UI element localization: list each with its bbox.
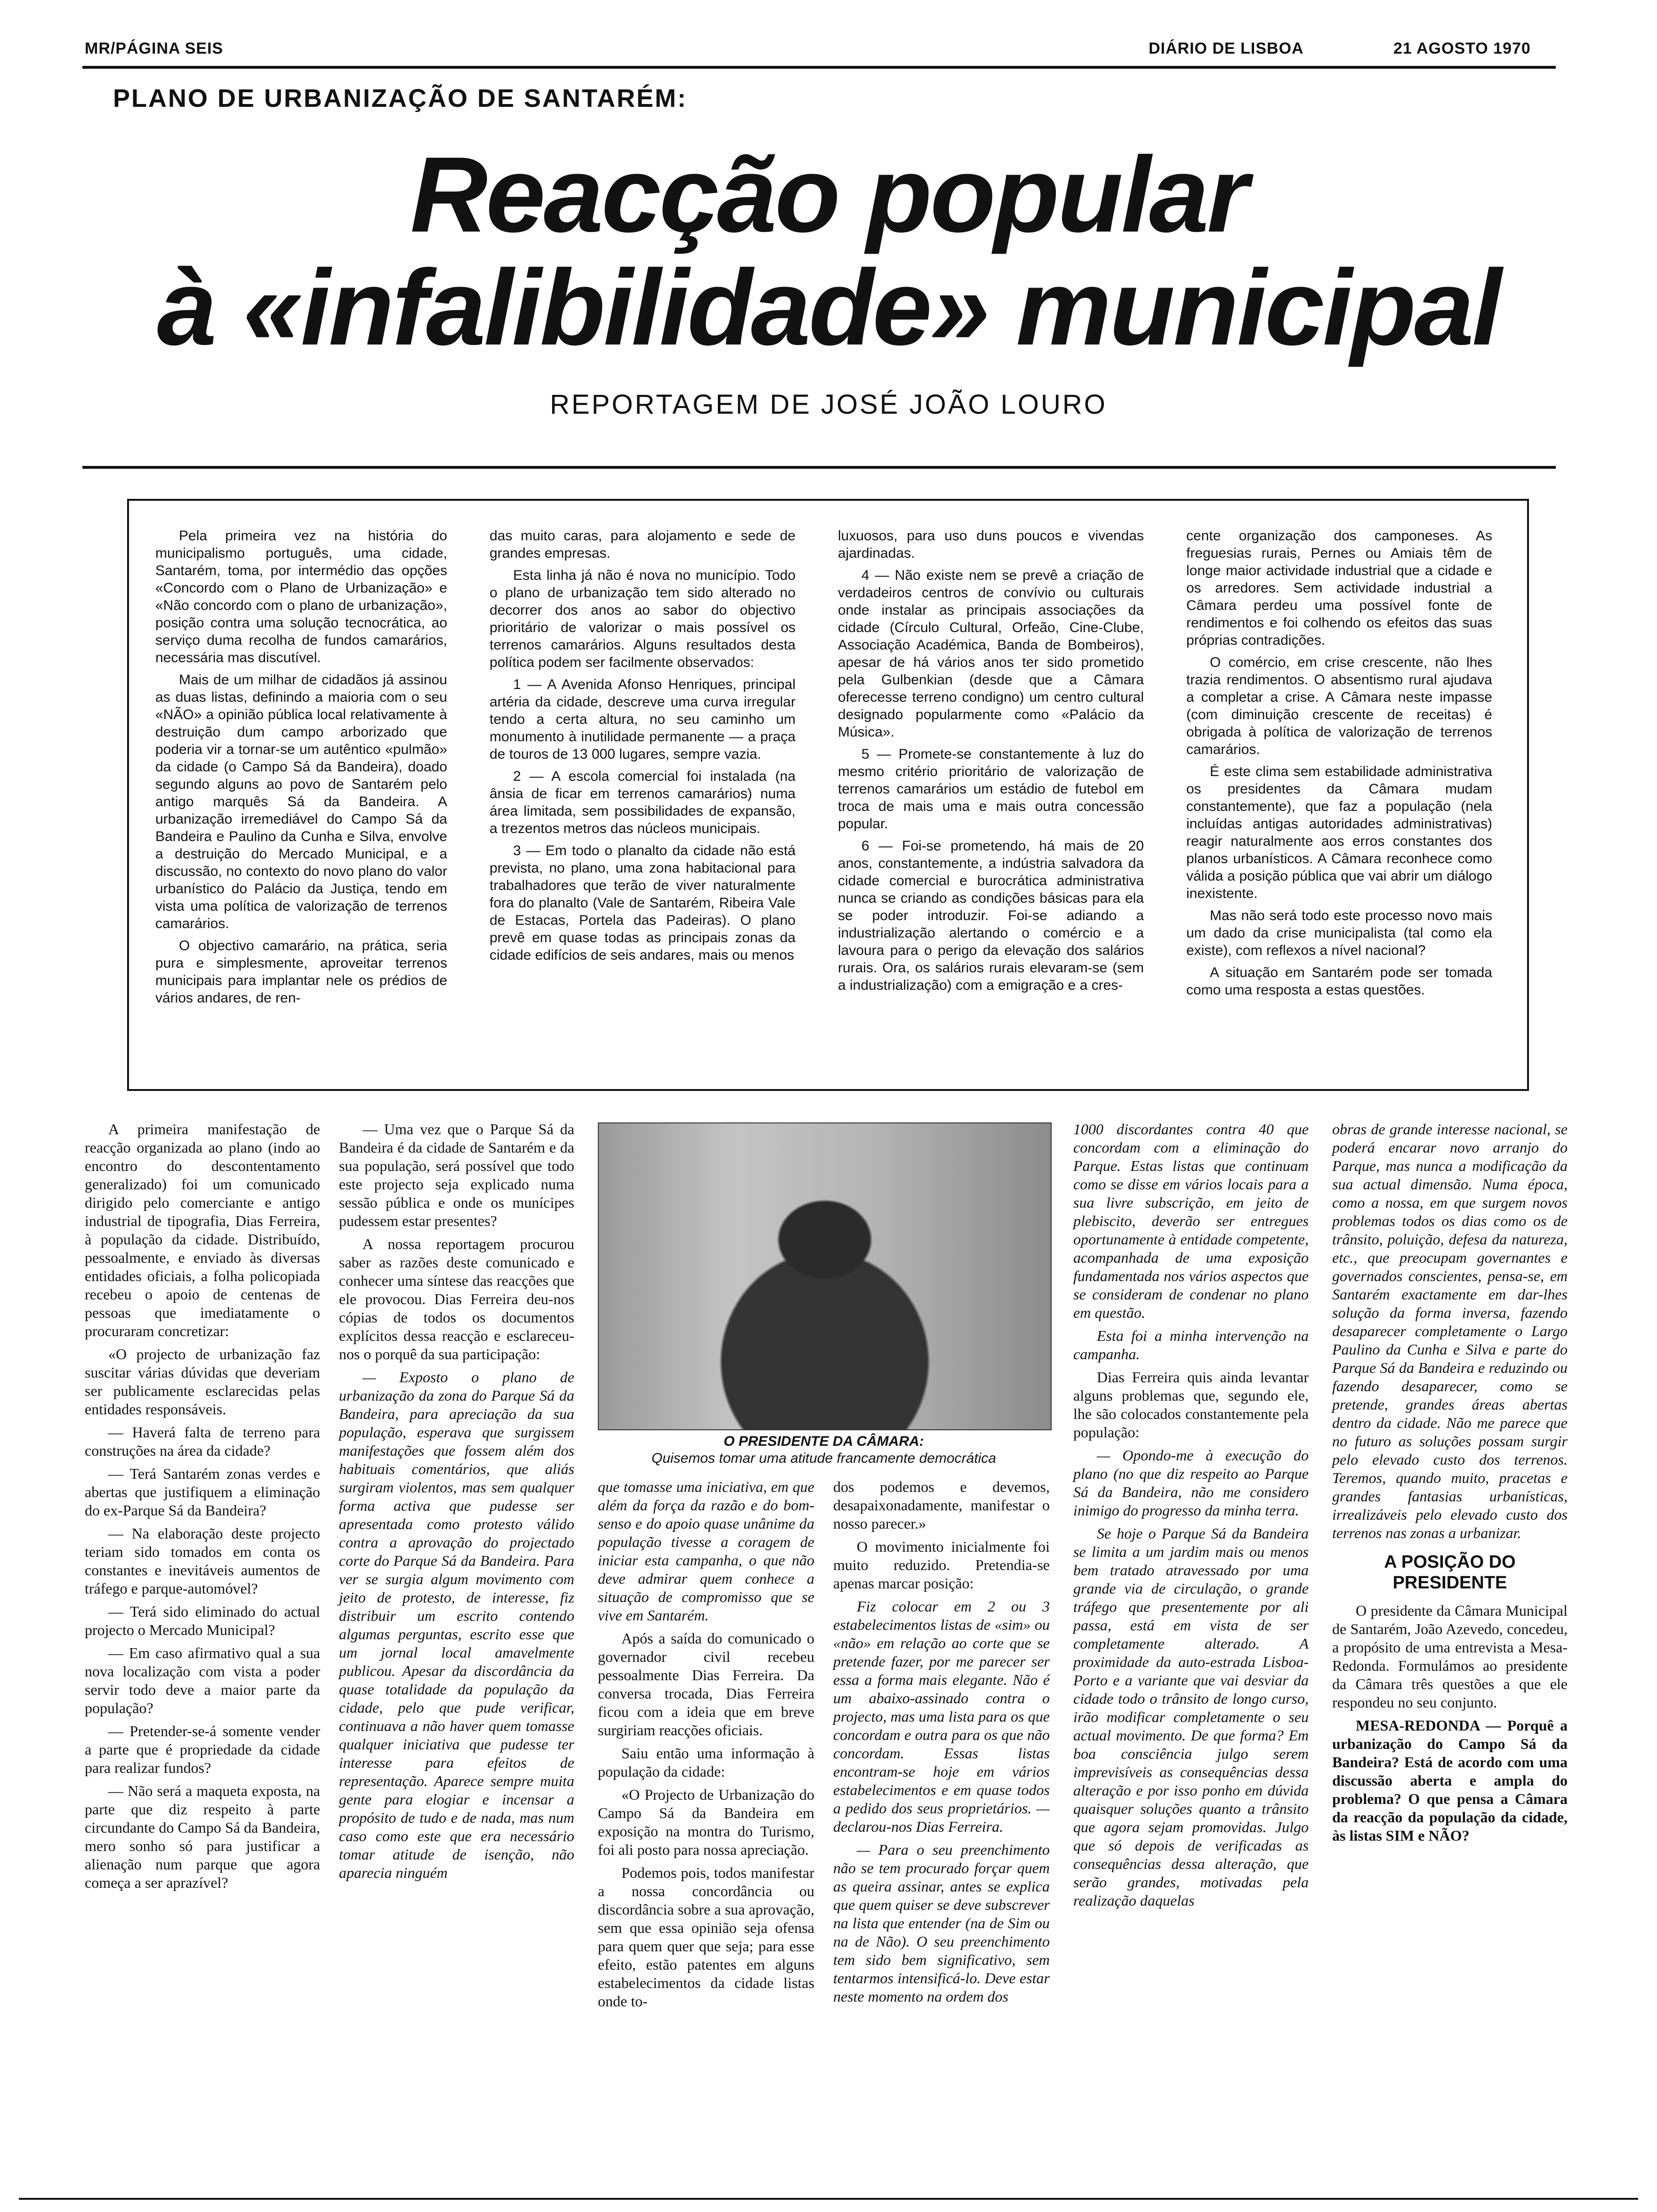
quote-paragraph: — Exposto o plano de urbanização da zona do Parque Sá da Bandeira, para apreciação da sua população, esperava que surgissem manifestações que fossem além dos habituais comentários, que aliás surgiram violentos, mas sem qualquer forma activa que pudesse ser apresentada como protesto válido contra a aprovação do projectado corte do Parque Sá da Bandeira. Para ver se surgia algum movimento com jeito de protesto, de interesse, fiz distribuir um escrito contendo algumas perguntas, escrito esse que um jornal local amavelmente publicou. Apesar da discordância da quase totalidade da população da cidade, pelo que pude verificar, continuava a não haver quem tomasse qualquer iniciativa que pudesse ter interesse para efeitos de representação. Aparece sempre muita gente para elogiar e incensar a propósito de tudo e de nada, mas num caso como este que era necessário tomar atitude de isenção, não aparecia ninguém <box>339 1369 574 1881</box>
quote-paragraph: obras de grande interesse nacional, se poderá encarar novo arranjo do Parque, mas nunca a modificação da sua actual dimensão. Numa época, como a nossa, em que surgem novos problemas todos os dias como os de trânsito, poluição, defesa da natureza, etc., que preocupam governantes e governados conscientes, pensa-se, em Santarém exactamente em dar-lhes solução da forma inversa, fazendo desaparecer completamente o Largo Paulino da Cunha e Silva e parte do Parque Sá da Bandeira e reduzindo ou fazendo desaparecer, como se pretende, grandes áreas abertas dentro da cidade. Não me parece que no futuro as soluções possam surgir pelo elevado custo dos terrenos. Teremos, quando muito, pracetas e grandes fantasias urbanísticas, irrealizáveis pelo elevado custo dos terrenos nas zonas a urbanizar. <box>1332 1121 1568 1541</box>
paragraph: 2 — A escola comercial foi instalada (na ânsia de ficar em terrenos camarários) numa área limitada, sem possibilidades de expansão, a trezentos metros das núcleos municipais. <box>490 769 796 836</box>
paragraph: 5 — Promete-se constantemente à luz do mesmo critério prioritário de valorização de terrenos camarários um estádio de futebol em troca de mais uma e mais outra concessão popular. <box>838 746 1144 832</box>
newspaper-name: DIÁRIO DE LISBOA <box>1149 40 1304 57</box>
paragraph: O movimento inicialmente foi muito reduzido. Pretendia-se apenas marcar posição: <box>833 1538 1050 1592</box>
quote-paragraph: — Para o seu preenchimento não se tem procurado forçar quem as queira assinar, antes se explica que quem quiser se deve subscrever na lista que entender (na de Sim ou na de Não). O seu preenchimento tem sido bem significativo, sem tentarmos intensificá-lo. Deve estar neste momento na ordem dos <box>833 1841 1050 2005</box>
headline-line2: à «infalibilidade» municipal <box>157 248 1500 368</box>
paragraph: O comércio, em crise crescente, não lhes trazia rendimentos. O absentismo rural ajudava a completar a crise. A Câmara neste impasse (com diminuição crescente de receitas) é obrigada à política de valorização de terrenos camarários. <box>1186 655 1492 757</box>
quote-paragraph: 1000 discordantes contra 40 que concordam com a eliminação do Parque. Estas listas que continuam como se disse em vários locais para a sua livre subscrição, em jeito de plebiscito, deverão ser entregues oportunamente à entidade competente, acompanhada de uma exposição fundamentada nos vários aspectos que se consideram de condenar no plano em questão. <box>1073 1121 1309 1321</box>
paragraph: É este clima sem estabilidade administrativa os presidentes da Câmara mudam constantemente), que faz a população (nela incluídas antigas autoridades administrativas) reagir naturalmente aos erros constantes dos planos urbanísticos. A Câmara reconhece como válida a posição pública que vai abrir um diálogo inexistente. <box>1186 764 1492 901</box>
quote-paragraph: Se hoje o Parque Sá da Bandeira se limita a um jardim mais ou menos bem tratado atravessado por uma grande via de circulação, o grande tráfego que presentemente por ali passa, está em vista de ser completamente alterado. A proximidade da auto-estrada Lisboa-Porto e a variante que vai desviar da cidade todo o trânsito de longo curso, irão modificar completamente o seu actual movimento. De que forma? Em boa consciência julgo serem imprevisíveis as consequências dessa alteração e por isso ponho em dúvida quaisquer soluções quanto a trânsito que agora sejam promovidas. Julgo que só depois de verificadas as consequências dessa alteração, que serão grandes, motivadas pela realização daquelas <box>1073 1525 1309 1909</box>
paragraph: — Em caso afirmativo qual a sua nova localização com vista a poder servir todo deve a maior parte da população? <box>85 1644 320 1716</box>
paragraph: A primeira manifestação de reacção organizada ao plano (indo ao encontro do descontentamento generalizado) foi um comunicado dirigido pelo comerciante e antigo industrial de tipografia, Dias Ferreira, à população da cidade. Distribuído, pessoalmente, e enviado às diversas entidades oficiais, a folha policopiada recebeu o apoio de centenas de pessoas que imediatamente o procuraram concretizar: <box>85 1121 320 1339</box>
body-col-4 <box>833 1478 1050 2011</box>
paragraph: Podemos pois, todos manifestar a nossa concordância ou discordância sobre a sua aprovação, sem que essa opinião seja ofensa para quem quer que seja; para esse efeito, estão patentes em alguns estabelecimentos da cidade listas onde to- <box>598 1864 814 2010</box>
body-col-1 <box>85 1120 320 1897</box>
kicker: PLANO DE URBANIZAÇÃO DE SANTARÉM: <box>113 84 687 112</box>
paragraph: Pela primeira vez na história do municipalismo português, uma cidade, Santarém, toma, por intermédio das opções «Concordo com o Plano de Urbanização» e «Não concordo com o plano de urbanização», posição contra uma solução tecnocrática, ao serviço duma recolha de fundos camarários, necessária mas discutível. <box>155 528 447 665</box>
quote-paragraph: Fiz colocar em 2 ou 3 estabelecimentos listas de «sim» ou «não» em relação ao corte que se pretende fazer, por me parecer ser essa a forma mais elegante. Não é um abaixo-assinado contra o projecto, mas uma lista para os que concordam e outra para os que não concordam. Essas listas encontram-se hoje em vários estabelecimentos e em quase todos a pedido dos seus proprietários. — declarou-nos Dias Ferreira. <box>833 1598 1050 1835</box>
intro-col-3 <box>838 527 1144 999</box>
headline-line1: Reacção popular <box>410 135 1247 255</box>
quote-paragraph: que tomasse uma iniciativa, em que além da força da razão e do bom-senso e do apoio quase unânime da população tivesse a coragem de iniciar esta campanha, o que não deve admirar quem conhece a situação de compromisso que se vive em Santarém. <box>598 1478 814 1624</box>
paragraph: A situação em Santarém pode ser tomada como uma resposta a estas questões. <box>1186 965 1492 998</box>
paragraph: 3 — Em todo o planalto da cidade não está prevista, no plano, uma zona habitacional para trabalhadores que terão de viver naturalmente fora do planalto (Vale de Santarém, Ribeira Vale de Estacas, Portela das Padeiras). O plano prevê em quase todas as principais zonas da cidade edifícios de seis andares, mais ou menos <box>490 843 796 963</box>
footer-rule <box>19 2198 1638 2200</box>
body-col-6 <box>1332 1120 1568 1850</box>
byline: REPORTAGEM DE JOSÉ JOÃO LOURO <box>550 389 1107 420</box>
paragraph: «O projecto de urbanização faz suscitar várias dúvidas que deveriam ser publicamente esclarecidas pelas entidades responsáveis. <box>85 1346 320 1418</box>
paragraph: — Na elaboração deste projecto teriam sido tomados em conta os constantes e inevitáveis aumentos de tráfego e parque-automóvel? <box>85 1525 320 1597</box>
masthead-rule <box>82 66 1556 69</box>
paragraph: — Terá sido eliminado do actual projecto o Mercado Municipal? <box>85 1603 320 1638</box>
paragraph: — Pretender-se-á somente vender a parte que é propriedade da cidade para realizar fundos? <box>85 1723 320 1776</box>
paragraph: 1 — A Avenida Afonso Henriques, principal artéria da cidade, descreve uma curva irregular tendo a certa altura, no seu caminho um monumento à inutilidade permanente — a praça de touros de 13 000 lugares, sempre vazia. <box>490 677 796 762</box>
paragraph: Mais de um milhar de cidadãos já assinou as duas listas, definindo a maioria com o seu «NÃO» a opinião pública local relativamente à destruição dum campo arborizado que poderia vir a tornar-se um autêntico «pulmão» da cidade (o Campo Sá da Bandeira), doado segundo alguns ao povo de Santarém pelo antigo marquês Sá da Bandeira. A urbanização irremediável do Campo Sá da Bandeira e Paulino da Cunha e Silva, envolve a destruição do Mercado Municipal, e a discussão, no contexto do novo plano do valor urbanístico do Palácio da Justiça, tendo em vista uma política de valorização de terrenos camarários. <box>155 672 447 931</box>
body-col-5 <box>1073 1120 1309 1915</box>
photo-caption <box>593 1433 1054 1467</box>
paragraph: 4 — Não existe nem se prevê a criação de verdadeiros centros de convívio ou culturais onde instalar as principais associações da cidade (Círculo Cultural, Orfeão, Cine-Clube, Associação Académica, Banda de Bombeiros), apesar de há vários anos ter sido prometido pela Gulbenkian (desde que a Câmara oferecesse terreno condigno) um centro cultural designado popularmente como «Palácio da Música». <box>838 568 1144 740</box>
paragraph: — Haverá falta de terreno para construções na área da cidade? <box>85 1424 320 1459</box>
paragraph: — Uma vez que o Parque Sá da Bandeira é da cidade de Santarém e da sua população, será possível que todo este projecto seja explicado numa sessão pública e onde os munícipes pudessem estar presentes? <box>339 1121 574 1229</box>
quote-paragraph: Esta foi a minha intervenção na campanha. <box>1073 1327 1309 1362</box>
body-col-3 <box>598 1478 814 2015</box>
caption-text: Quisemos tomar uma atitude francamente democrática <box>652 1451 996 1466</box>
paragraph: dos podemos e devemos, desapaixonadamente, manifestar o nosso parecer.» <box>833 1478 1050 1532</box>
paragraph: cente organização dos camponeses. As freguesias rurais, Pernes ou Amiais têm de longe maior actividade industrial que a cidade e os arredores. Sem actividade industrial a Câmara perdeu uma possível fonte de rendimentos e foi colhendo os efeitos das suas próprias contradições. <box>1186 528 1492 648</box>
paragraph: das muito caras, para alojamento e sede de grandes empresas. <box>490 528 796 561</box>
quote-paragraph: — Opondo-me à execução do plano (no que diz respeito ao Parque Sá da Bandeira, não me considero inimigo do progresso da minha terra. <box>1073 1447 1309 1519</box>
paragraph: 6 — Foi-se prometendo, há mais de 20 anos, constantemente, a indústria salvadora da cidade comercial e burocrática administrativa nunca se criando as condições básicas para ela se poder introduzir. Foi-se adiando a industrialização alertando o comércio e a lavoura para o perigo da elevação dos salários rurais. Ora, os salários rurais elevaram-se (sem a industrialização) com a emigração e a cres- <box>838 838 1144 993</box>
intro-col-1 <box>155 527 447 1011</box>
paragraph: luxuosos, para uso duns poucos e vivendas ajardinadas. <box>838 528 1144 561</box>
page-label: MR/PÁGINA SEIS <box>85 40 224 57</box>
paragraph: MESA-REDONDA — Porquê a urbanização do Campo Sá da Bandeira? Está de acordo com uma discussão aberta e ampla do problema? O que pensa a Câmara da reacção da população da cidade, às listas SIM e NÃO? <box>1332 1717 1568 1844</box>
paragraph: — Terá Santarém zonas verdes e abertas que justifiquem a eliminação do ex-Parque Sá da Bandeira? <box>85 1465 320 1519</box>
paragraph: «O Projecto de Urbanização do Campo Sá da Bandeira em exposição na montra do Turismo, foi ali posto para nossa apreciação. <box>598 1786 814 1858</box>
paragraph: Esta linha já não é nova no município. Todo o plano de urbanização tem sido alterado no decorrer dos anos ao sabor do objectivo prioritário de valorizar o mais possível os terrenos camarários. Alguns resultados desta política podem ser facilmente observados: <box>490 568 796 670</box>
paragraph: O objectivo camarário, na prática, seria pura e simplesmente, aproveitar terrenos municipais para implantar nele os prédios de vários andares, de ren- <box>155 938 447 1006</box>
caption-title: O PRESIDENTE DA CÂMARA: <box>724 1434 924 1449</box>
paragraph: O presidente da Câmara Municipal de Santarém, João Azevedo, concedeu, a propósito de uma entrevista a Mesa-Redonda. Formulámos ao presidente da Câmara três questões a que ele respondeu no seu conjunto. <box>1332 1602 1568 1711</box>
paragraph: A nossa reportagem procurou saber as razões deste comunicado e conhecer uma síntese das reacções que ele provocou. Dias Ferreira deu-nos cópias de todos os documentos explícitos dessa reacção e esclareceu-nos o porquê da sua participação: <box>339 1235 574 1362</box>
paragraph: Saiu então uma informação à população da cidade: <box>598 1745 814 1780</box>
paragraph: Dias Ferreira quis ainda levantar alguns problemas que, segundo ele, lhe são colocados constantemente pela população: <box>1073 1369 1309 1441</box>
subhead-president: A POSIÇÃO DO PRESIDENTE <box>1384 1552 1516 1593</box>
body-col-2 <box>339 1120 574 1887</box>
byline-rule <box>82 466 1556 469</box>
paragraph: — Não será a maqueta exposta, na parte que diz respeito à parte circundante do Campo Sá da Bandeira, mero sonho só para justificar a alienação num parque que agora começa a ser aprazível? <box>85 1782 320 1891</box>
paragraph: Após a saída do comunicado o governador civil recebeu pessoalmente Dias Ferreira. Da conversa trocada, Dias Ferreira ficou com a ideia que em breve surgiriam reacções oficiais. <box>598 1630 814 1739</box>
president-photo <box>598 1122 1052 1430</box>
intro-col-2 <box>490 527 796 969</box>
intro-col-4 <box>1186 527 1492 1003</box>
issue-date: 21 AGOSTO 1970 <box>1393 40 1531 57</box>
paragraph: Mas não será todo este processo novo mais um dado da crise municipalista (tal como ela existe), com reflexos a nível nacional? <box>1186 908 1492 958</box>
